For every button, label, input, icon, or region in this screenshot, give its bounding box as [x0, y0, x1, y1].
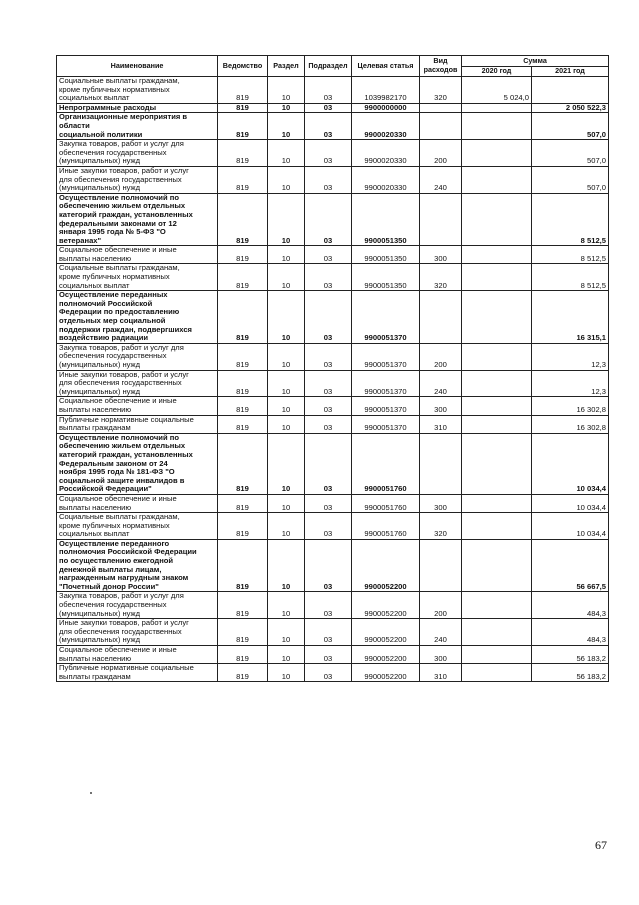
cell-subsection: 03: [305, 103, 352, 113]
cell-name-line: Организационные мероприятия в: [59, 112, 188, 122]
cell-dept: 819: [218, 397, 268, 415]
cell-name: [57, 397, 218, 415]
cell-name-line: категорий граждан, установленных: [59, 209, 193, 219]
cell-section: 10: [268, 77, 305, 104]
cell-dept: 819: [218, 370, 268, 397]
cell-name-line: Федеральным законом от 24: [59, 458, 168, 468]
cell-target: 9900051760: [352, 494, 420, 512]
table-row: [57, 664, 609, 682]
table-row: [57, 166, 609, 193]
cell-dept: 819: [218, 494, 268, 512]
cell-name-line: полномочия Российской Федерации: [59, 547, 197, 557]
cell-sum-2021: 10 034,4: [532, 513, 609, 540]
cell-subsection: 03: [305, 646, 352, 664]
cell-exp-type: [420, 539, 462, 592]
table-row: [57, 513, 609, 540]
cell-name-line: кроме публичных нормативных: [59, 272, 170, 282]
table-header: [57, 56, 609, 77]
cell-sum-2020: [462, 494, 532, 512]
cell-name-line: воздействию радиации: [59, 333, 149, 343]
cell-sum-2021: 8 512,5: [532, 246, 609, 264]
cell-name-line: Социальное обеспечение и иные: [59, 645, 177, 654]
cell-subsection: 03: [305, 539, 352, 592]
cell-name-line: полномочий Российской: [59, 298, 153, 308]
table-row: [57, 397, 609, 415]
cell-sum-2020: [462, 343, 532, 370]
cell-sum-2020: [462, 113, 532, 140]
cell-dept: 819: [218, 646, 268, 664]
cell-section: 10: [268, 592, 305, 619]
cell-name: [57, 370, 218, 397]
cell-exp-type: 310: [420, 664, 462, 682]
cell-sum-2020: [462, 140, 532, 167]
cell-subsection: 03: [305, 264, 352, 291]
cell-dept: 819: [218, 343, 268, 370]
table-row: [57, 113, 609, 140]
cell-dept: 819: [218, 664, 268, 682]
cell-subsection: 03: [305, 664, 352, 682]
cell-sum-2021: 507,0: [532, 113, 609, 140]
cell-name: [57, 103, 218, 113]
header-sum: Сумма: [462, 56, 609, 67]
cell-name: [57, 592, 218, 619]
cell-dept: 819: [218, 415, 268, 433]
cell-sum-2021: 12,3: [532, 343, 609, 370]
cell-section: 10: [268, 664, 305, 682]
cell-subsection: 03: [305, 370, 352, 397]
cell-name: [57, 246, 218, 264]
cell-name-line: обеспечению жильем отдельных: [59, 201, 186, 211]
cell-sum-2020: [462, 246, 532, 264]
cell-name-line: Иные закупки товаров, работ и услуг: [59, 618, 189, 628]
cell-name-line: Социальные выплаты гражданам,: [59, 512, 180, 522]
cell-sum-2021: 56 183,2: [532, 646, 609, 664]
cell-exp-type: 240: [420, 370, 462, 397]
cell-section: 10: [268, 291, 305, 344]
table-row: [57, 619, 609, 646]
cell-section: 10: [268, 370, 305, 397]
cell-exp-type: 300: [420, 397, 462, 415]
cell-sum-2021: 16 315,1: [532, 291, 609, 344]
cell-target: 9900052200: [352, 539, 420, 592]
cell-name-line: Осуществление переданного: [59, 539, 170, 548]
cell-section: 10: [268, 415, 305, 433]
cell-name-line: выплаты гражданам: [59, 671, 131, 681]
cell-dept: 819: [218, 113, 268, 140]
cell-name: [57, 140, 218, 167]
cell-section: 10: [268, 646, 305, 664]
cell-sum-2021: 8 512,5: [532, 193, 609, 246]
cell-subsection: 03: [305, 433, 352, 494]
cell-name-line: Публичные нормативные социальные: [59, 663, 194, 673]
cell-subsection: 03: [305, 343, 352, 370]
cell-section: 10: [268, 113, 305, 140]
cell-exp-type: 300: [420, 494, 462, 512]
cell-sum-2021: 12,3: [532, 370, 609, 397]
cell-exp-type: [420, 113, 462, 140]
cell-sum-2020: [462, 193, 532, 246]
cell-sum-2021: 507,0: [532, 166, 609, 193]
cell-target: 9900052200: [352, 646, 420, 664]
cell-target: 9900051350: [352, 246, 420, 264]
table-row: [57, 592, 609, 619]
cell-section: 10: [268, 140, 305, 167]
cell-name-line: награжденным нагрудным знаком: [59, 573, 189, 583]
cell-exp-type: 300: [420, 246, 462, 264]
cell-exp-type: 200: [420, 592, 462, 619]
cell-section: 10: [268, 619, 305, 646]
cell-name-line: федеральными законами от 12: [59, 218, 177, 228]
cell-target: 9900051370: [352, 397, 420, 415]
cell-name-line: социальной политики: [59, 129, 143, 139]
cell-name-line: обеспечения государственных: [59, 351, 167, 361]
cell-section: 10: [268, 494, 305, 512]
cell-target: 9900051370: [352, 291, 420, 344]
table-row: [57, 539, 609, 592]
cell-subsection: 03: [305, 397, 352, 415]
header-dept: Ведомство: [218, 56, 268, 77]
cell-exp-type: 200: [420, 140, 462, 167]
cell-name-line: Социальное обеспечение и иные: [59, 494, 177, 503]
cell-name-line: кроме публичных нормативных: [59, 520, 170, 530]
cell-name-line: социальных выплат: [59, 529, 130, 539]
cell-target: 1039982170: [352, 77, 420, 104]
table-body: [57, 77, 609, 682]
cell-name-line: (муниципальных) нужд: [59, 635, 141, 645]
cell-name-line: (муниципальных) нужд: [59, 156, 141, 166]
cell-sum-2021: 10 034,4: [532, 494, 609, 512]
header-exp-type: Вид расходов: [420, 56, 462, 77]
cell-target: 9900000000: [352, 103, 420, 113]
cell-subsection: 03: [305, 592, 352, 619]
cell-name: [57, 494, 218, 512]
cell-name-line: Публичные нормативные социальные: [59, 415, 194, 424]
cell-dept: 819: [218, 166, 268, 193]
cell-name-line: "Почетный донор России": [59, 581, 159, 591]
table-row: [57, 415, 609, 433]
cell-sum-2021: 16 302,8: [532, 397, 609, 415]
cell-name-line: Непрограммные расходы: [59, 103, 157, 112]
cell-name-line: Социальные выплаты гражданам,: [59, 76, 180, 85]
cell-name-line: выплаты гражданам: [59, 423, 131, 433]
cell-dept: 819: [218, 103, 268, 113]
cell-name-line: выплаты населению: [59, 653, 132, 663]
cell-dept: 819: [218, 246, 268, 264]
cell-subsection: 03: [305, 415, 352, 433]
cell-sum-2021: 10 034,4: [532, 433, 609, 494]
cell-target: 9900051350: [352, 264, 420, 291]
cell-name-line: Российской Федерации": [59, 484, 152, 494]
cell-sum-2020: [462, 370, 532, 397]
cell-name-line: категорий граждан, установленных: [59, 449, 193, 459]
cell-dept: 819: [218, 592, 268, 619]
cell-target: 9900020330: [352, 166, 420, 193]
cell-section: 10: [268, 513, 305, 540]
cell-sum-2020: [462, 619, 532, 646]
cell-sum-2020: [462, 539, 532, 592]
cell-name-line: (муниципальных) нужд: [59, 608, 141, 618]
cell-target: 9900051760: [352, 513, 420, 540]
cell-subsection: 03: [305, 113, 352, 140]
cell-name-line: Федерации по предоставлению: [59, 307, 180, 317]
header-subsection: Подраздел: [305, 56, 352, 77]
cell-name-line: выплаты населению: [59, 502, 132, 512]
cell-name-line: ветеранах": [59, 235, 102, 245]
cell-dept: 819: [218, 619, 268, 646]
table-row: [57, 433, 609, 494]
cell-sum-2020: [462, 664, 532, 682]
cell-subsection: 03: [305, 513, 352, 540]
cell-sum-2020: [462, 166, 532, 193]
cell-name-line: Социальное обеспечение и иные: [59, 245, 177, 255]
cell-section: 10: [268, 246, 305, 264]
cell-name: [57, 166, 218, 193]
cell-name: [57, 619, 218, 646]
cell-subsection: 03: [305, 77, 352, 104]
cell-name-line: для обеспечения государственных: [59, 626, 182, 636]
cell-exp-type: 320: [420, 264, 462, 291]
cell-subsection: 03: [305, 166, 352, 193]
budget-table: [56, 55, 609, 682]
cell-name-line: Социальные выплаты гражданам,: [59, 263, 180, 273]
cell-name-line: января 1995 года № 5-ФЗ "О: [59, 227, 166, 237]
cell-subsection: 03: [305, 246, 352, 264]
cell-target: 9900020330: [352, 140, 420, 167]
cell-sum-2020: [462, 513, 532, 540]
cell-name-line: выплаты населению: [59, 404, 132, 414]
cell-name-line: Осуществление переданных: [59, 290, 168, 300]
table-row: [57, 264, 609, 291]
cell-sum-2020: [462, 592, 532, 619]
cell-target: 9900052200: [352, 664, 420, 682]
cell-section: 10: [268, 193, 305, 246]
cell-target: 9900052200: [352, 592, 420, 619]
cell-name: [57, 264, 218, 291]
cell-sum-2021: 2 050 522,3: [532, 103, 609, 113]
cell-name-line: социальных выплат: [59, 280, 130, 290]
cell-name-line: денежной выплаты лицам,: [59, 564, 162, 574]
cell-exp-type: 300: [420, 646, 462, 664]
cell-dept: 819: [218, 539, 268, 592]
cell-name-line: выплаты населению: [59, 253, 132, 263]
table-row: [57, 140, 609, 167]
cell-target: 9900051370: [352, 415, 420, 433]
cell-sum-2020: [462, 397, 532, 415]
cell-name-line: обеспечения государственных: [59, 600, 167, 610]
cell-target: 9900020330: [352, 113, 420, 140]
cell-name-line: Осуществление полномочий по: [59, 193, 179, 202]
cell-dept: 819: [218, 193, 268, 246]
cell-sum-2020: [462, 646, 532, 664]
cell-target: 9900052200: [352, 619, 420, 646]
cell-name-line: Иные закупки товаров, работ и услуг: [59, 166, 189, 175]
cell-dept: 819: [218, 291, 268, 344]
cell-sum-2021: 56 667,5: [532, 539, 609, 592]
cell-dept: 819: [218, 513, 268, 540]
cell-name-line: (муниципальных) нужд: [59, 386, 141, 396]
cell-dept: 819: [218, 140, 268, 167]
table-row: [57, 291, 609, 344]
cell-exp-type: [420, 193, 462, 246]
cell-section: 10: [268, 166, 305, 193]
table-row: [57, 494, 609, 512]
cell-name-line: (муниципальных) нужд: [59, 183, 141, 193]
cell-exp-type: [420, 433, 462, 494]
cell-name-line: отдельных мер социальной: [59, 316, 166, 326]
cell-section: 10: [268, 539, 305, 592]
cell-sum-2021: 56 183,2: [532, 664, 609, 682]
cell-target: 9900051350: [352, 193, 420, 246]
cell-name: [57, 415, 218, 433]
cell-exp-type: 310: [420, 415, 462, 433]
cell-dept: 819: [218, 433, 268, 494]
cell-name-line: обеспечению жильем отдельных: [59, 441, 186, 451]
cell-target: 9900051370: [352, 343, 420, 370]
cell-sum-2020: 5 024,0: [462, 77, 532, 104]
cell-name: [57, 291, 218, 344]
cell-subsection: 03: [305, 494, 352, 512]
cell-name-line: поддержки граждан, подвергшихся: [59, 324, 192, 334]
cell-exp-type: 200: [420, 343, 462, 370]
header-target: Целевая статья: [352, 56, 420, 77]
cell-subsection: 03: [305, 140, 352, 167]
cell-section: 10: [268, 433, 305, 494]
cell-name-line: социальных выплат: [59, 93, 130, 103]
cell-exp-type: 320: [420, 77, 462, 104]
cell-name-line: Закупка товаров, работ и услуг для: [59, 139, 184, 149]
cell-subsection: 03: [305, 193, 352, 246]
scan-speck: [90, 792, 92, 794]
cell-section: 10: [268, 264, 305, 291]
cell-sum-2021: 484,3: [532, 592, 609, 619]
cell-name-line: социальной защите инвалидов в: [59, 475, 185, 485]
cell-dept: 819: [218, 77, 268, 104]
table-row: [57, 343, 609, 370]
cell-name-line: ноября 1995 года № 181-ФЗ "О: [59, 467, 175, 477]
cell-name-line: для обеспечения государственных: [59, 378, 182, 388]
table-row: [57, 646, 609, 664]
cell-sum-2021: 507,0: [532, 140, 609, 167]
cell-target: 9900051760: [352, 433, 420, 494]
header-name: Наименование: [57, 56, 218, 77]
cell-subsection: 03: [305, 291, 352, 344]
cell-name: [57, 113, 218, 140]
cell-sum-2020: [462, 433, 532, 494]
cell-name-line: Социальное обеспечение и иные: [59, 396, 177, 406]
header-section: Раздел: [268, 56, 305, 77]
cell-subsection: 03: [305, 619, 352, 646]
cell-name: [57, 343, 218, 370]
cell-name: [57, 77, 218, 104]
cell-name-line: Иные закупки товаров, работ и услуг: [59, 370, 189, 379]
cell-sum-2020: [462, 264, 532, 291]
cell-name: [57, 646, 218, 664]
cell-name-line: Осуществление полномочий по: [59, 433, 179, 442]
cell-section: 10: [268, 343, 305, 370]
cell-exp-type: 240: [420, 619, 462, 646]
cell-sum-2021: 484,3: [532, 619, 609, 646]
cell-sum-2021: [532, 77, 609, 104]
cell-name-line: области: [59, 120, 90, 130]
cell-sum-2020: [462, 103, 532, 113]
cell-name-line: Закупка товаров, работ и услуг для: [59, 343, 184, 352]
cell-name-line: обеспечения государственных: [59, 147, 167, 157]
cell-exp-type: [420, 291, 462, 344]
cell-name: [57, 539, 218, 592]
cell-name-line: для обеспечения государственных: [59, 174, 182, 184]
cell-name-line: Закупка товаров, работ и услуг для: [59, 591, 184, 601]
cell-dept: 819: [218, 264, 268, 291]
header-2020: 2020 год: [462, 67, 532, 77]
cell-exp-type: [420, 103, 462, 113]
cell-exp-type: 240: [420, 166, 462, 193]
cell-name: [57, 513, 218, 540]
header-2021: 2021 год: [532, 67, 609, 77]
table-row: [57, 77, 609, 104]
table-row: [57, 370, 609, 397]
cell-sum-2020: [462, 291, 532, 344]
cell-name-line: по осуществлению ежегодной: [59, 556, 174, 566]
table-row: [57, 193, 609, 246]
cell-name-line: (муниципальных) нужд: [59, 360, 141, 369]
cell-sum-2021: 8 512,5: [532, 264, 609, 291]
cell-sum-2021: 16 302,8: [532, 415, 609, 433]
table-row: [57, 246, 609, 264]
cell-section: 10: [268, 103, 305, 113]
cell-sum-2020: [462, 415, 532, 433]
cell-name: [57, 664, 218, 682]
cell-name: [57, 193, 218, 246]
cell-name-line: кроме публичных нормативных: [59, 84, 170, 94]
cell-name: [57, 433, 218, 494]
page-number: 67: [595, 838, 607, 852]
cell-exp-type: 320: [420, 513, 462, 540]
cell-target: 9900051370: [352, 370, 420, 397]
cell-section: 10: [268, 397, 305, 415]
table-row: [57, 103, 609, 113]
